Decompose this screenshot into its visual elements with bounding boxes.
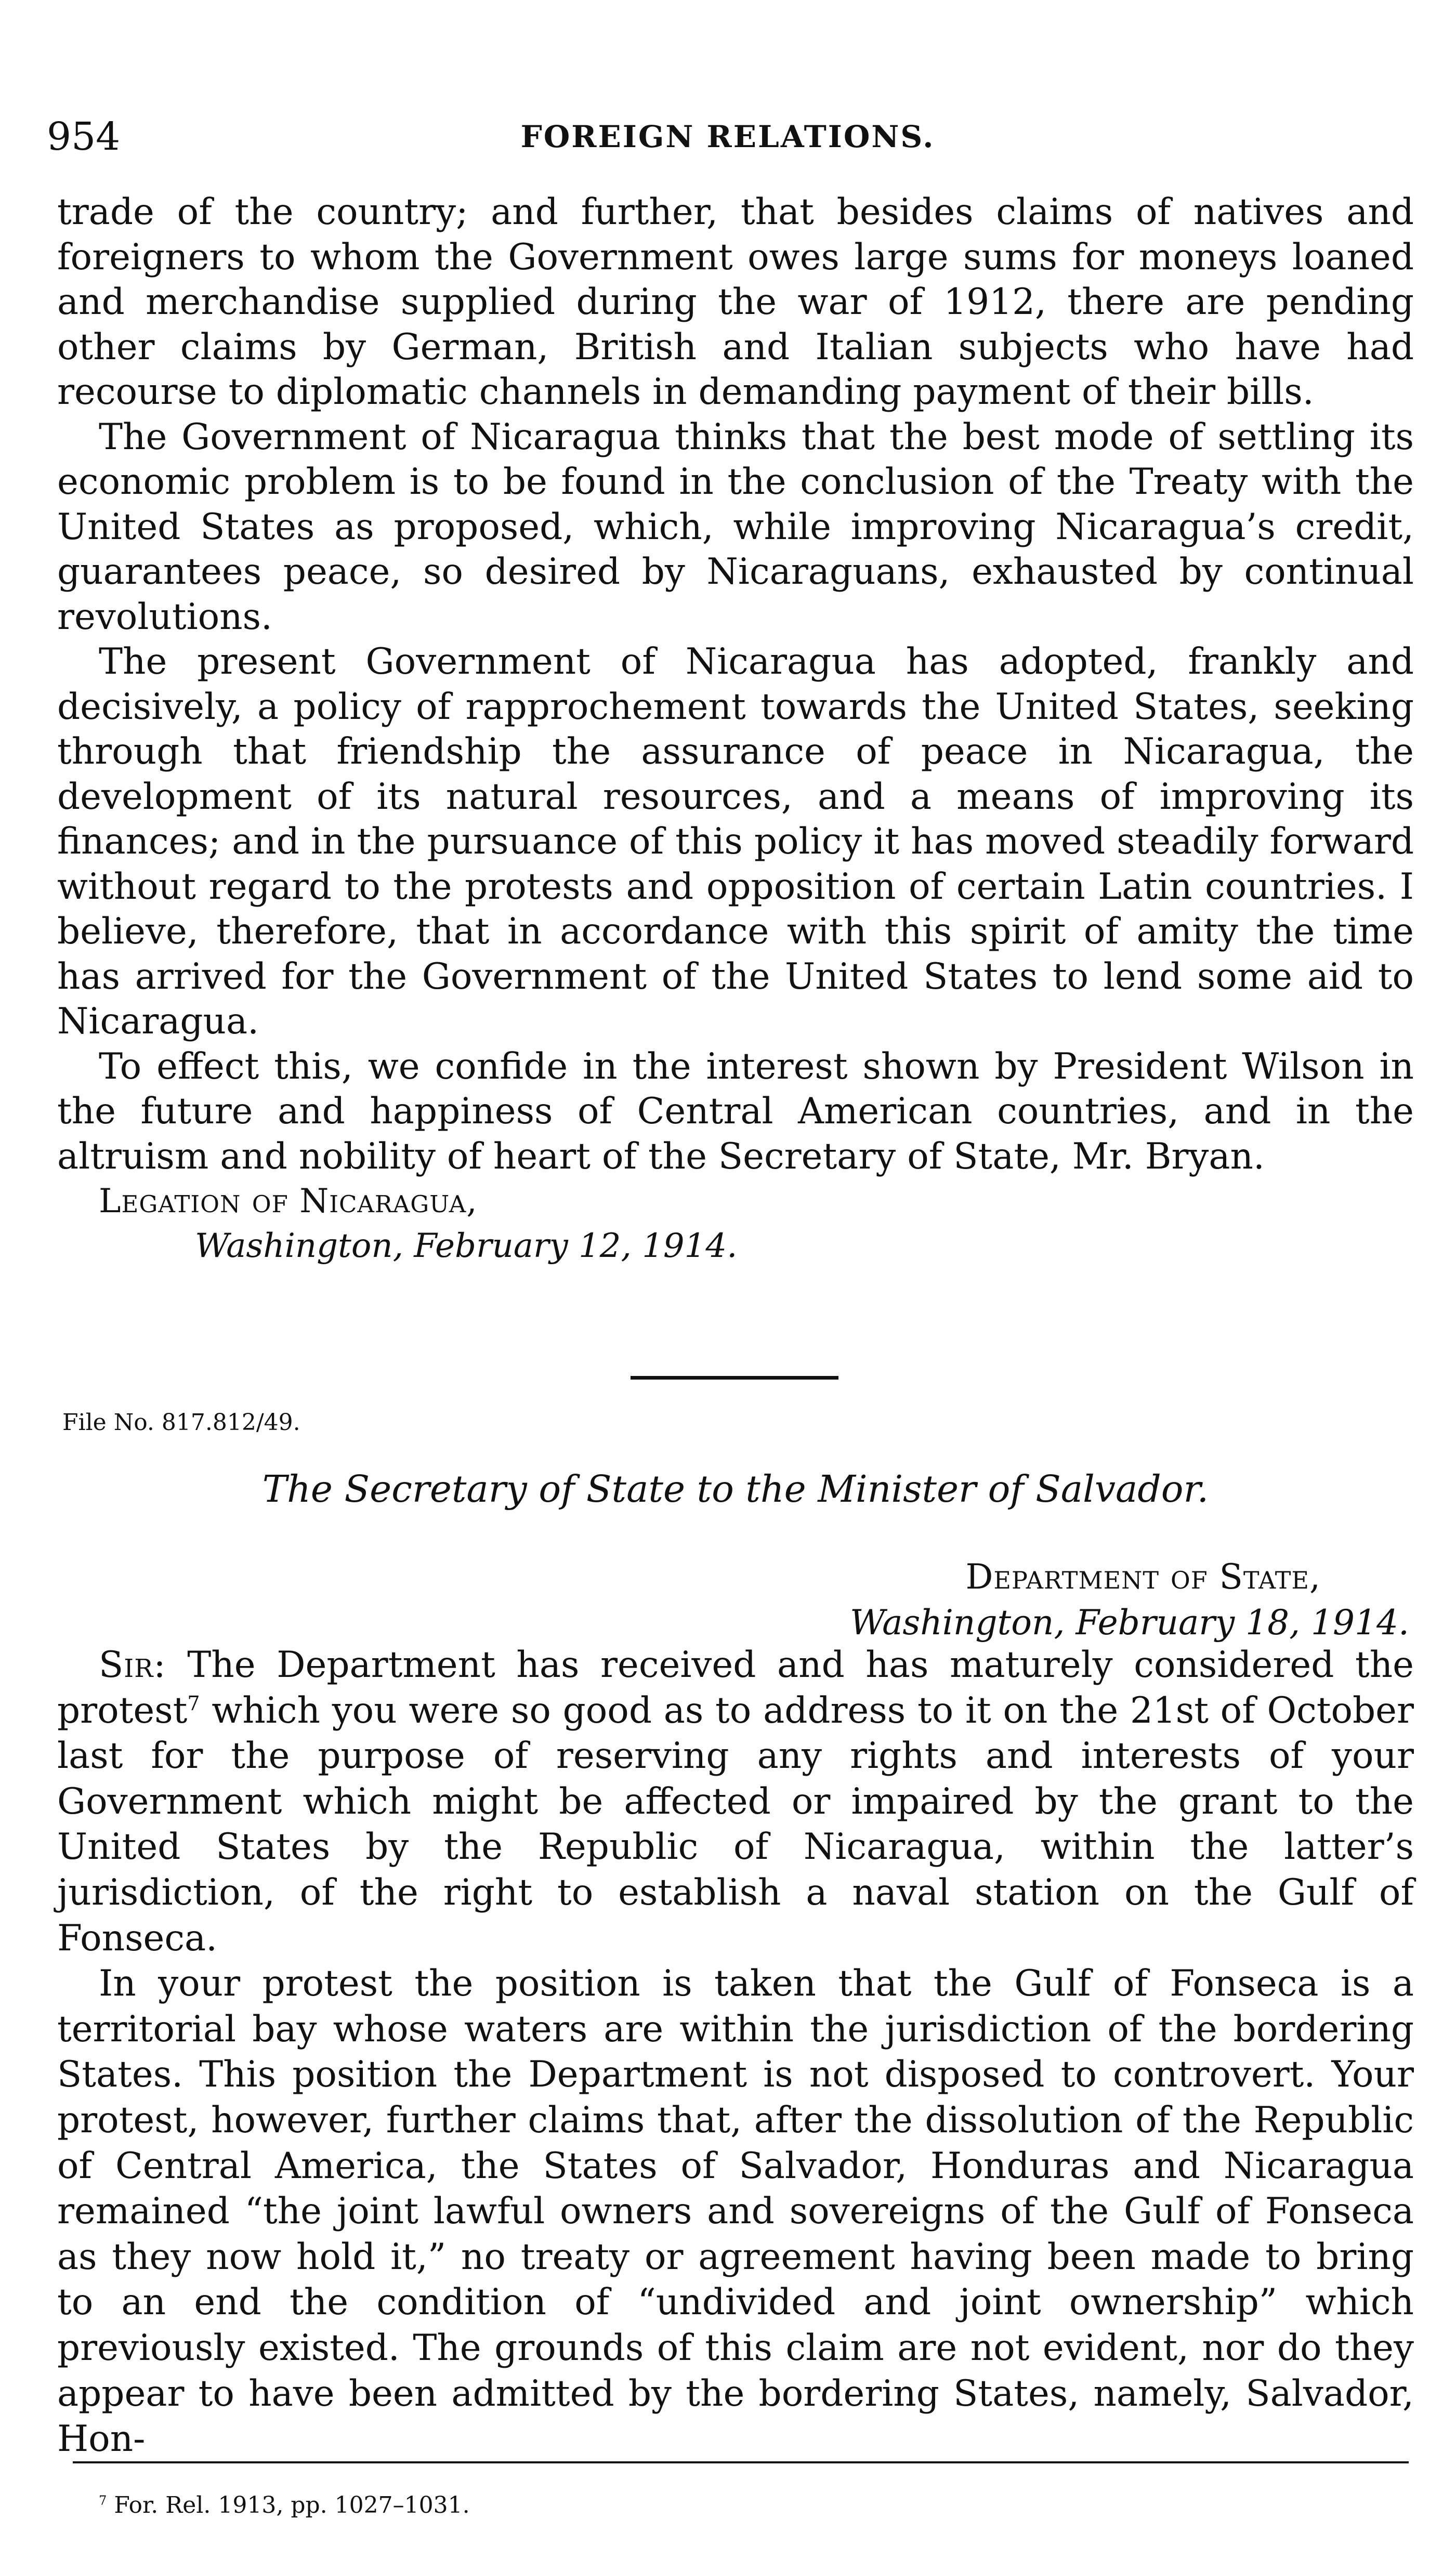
dateline-place-date: Washington, February 18, 1914. <box>849 1603 1409 1643</box>
page-number: 954 <box>47 114 121 159</box>
paragraph-sir-text-1: The Department has received and has maturely considered the protest <box>57 1644 1414 1731</box>
signature-legation-text: Legation of Nicaragua, <box>99 1182 478 1221</box>
paragraph-3: The present Government of Nicaragua has adopted, frankly and decisively, a policy of rapprochement towards the United States, seeking through that friendship the assurance of peace in Nicaragua, the development of its natural resources, and a means of improving its finances; and in the pursuance of this policy it has moved steadily forward without regard to the protests and opposition of certain Latin countries. I believe, therefore, that in accordance with this spirit of amity the time has arrived for the Government of the United States to lend some aid to Nicaragua. <box>57 641 1414 1042</box>
paragraph-4: To effect this, we confide in the interest shown by President Wilson in the future and happiness of Central American countries, and in the altruism and nobility of heart of the Secretary of State, Mr. Bryan. <box>57 1045 1414 1177</box>
dateline-department: Department of State, <box>965 1557 1321 1597</box>
signature-legation <box>57 1179 1414 1224</box>
paragraph-1: trade of the country; and further, that besides claims of natives and foreigners to whom the Government owes large sums for moneys loaned and merchandise supplied during the war of 1912, there are pending other claims by German, British and Italian subjects who have had recourse to diplomatic channels in demanding payment of their bills. <box>57 191 1414 413</box>
footnote-text: For. Rel. 1913, pp. 1027–1031. <box>114 2492 470 2518</box>
document-title: The Secretary of State to the Minister of Salvador. <box>262 1467 1209 1511</box>
footnote-rule <box>73 2461 1409 2463</box>
footnote <box>99 2490 470 2521</box>
dateline <box>681 1554 1409 1646</box>
file-number: File No. 817.812/49. <box>62 1409 300 1436</box>
running-head: FOREIGN RELATIONS. <box>520 119 935 154</box>
signature-place-date: Washington, February 12, 1914. <box>195 1227 738 1265</box>
paragraph-2: The Government of Nicaragua thinks that the best mode of settling its economic problem is to be found in the conclusion of the Treaty with the United States as proposed, which, while improving Nicaragua’s credit, guarantees peace, so desired by Nicaraguans, exhausted by continual revolutions. <box>57 416 1414 638</box>
letter-body <box>57 1643 1414 2462</box>
footnote-marker: 7 <box>99 2493 107 2508</box>
salutation: Sir: <box>99 1644 166 1686</box>
section-divider <box>631 1376 838 1380</box>
letter-body-continued <box>57 190 1414 1268</box>
paragraph-sir-text-2: which you were so good as to address to it on the 21st of October last for the purpose of reserving any rights and interests of your Government which might be affected or impaired by the grant to the United States by the Republic of Nicaragua, within the latter’s jurisdiction, of the right to establish a naval station on the Gulf of Fonseca. <box>57 1689 1414 1959</box>
footnote-reference: 7 <box>187 1691 200 1715</box>
paragraph-gulf-of-fonseca: In your protest the position is taken that the Gulf of Fonseca is a territorial bay whose waters are within the jurisdiction of the bordering States. This position the Department is not disposed to controvert. Your protest, however, further claims that, after the dissolution of the Republic of Central America, the States of Salvador, Honduras and Nicaragua remained “the joint lawful owners and sovereigns of the Gulf of Fonseca as they now hold it,” no treaty or agreement having been made to bring to an end the condition of “undivided and joint ownership” which previously existed. The grounds of this claim are not evident, nor do they appear to have been admitted by the bordering States, namely, Salvador, Hon- <box>57 1963 1414 2460</box>
page-header <box>47 112 1409 169</box>
paragraph-sir <box>57 1643 1414 1961</box>
